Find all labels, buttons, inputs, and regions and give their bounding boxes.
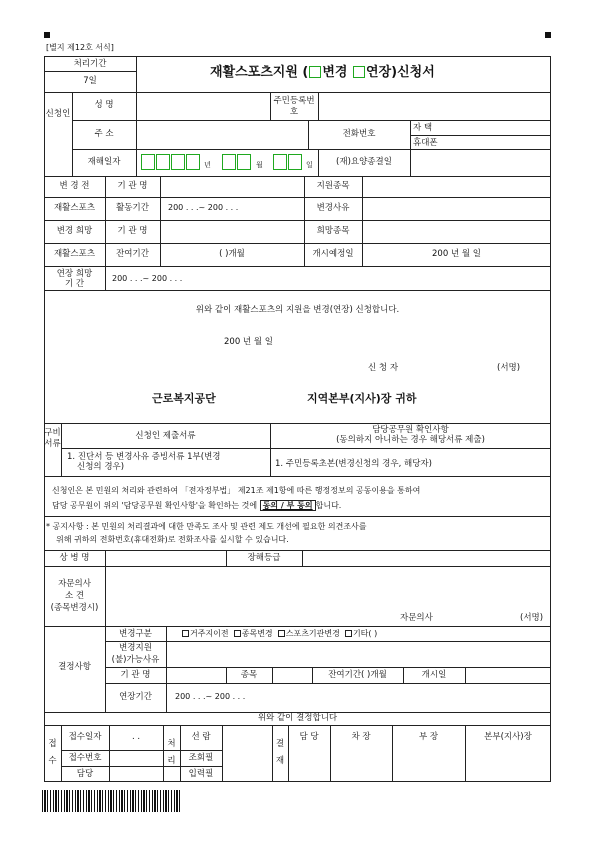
process-side-2: 리 xyxy=(167,756,176,766)
advisor-opinion-field[interactable] xyxy=(106,567,549,611)
day-unit: 일 xyxy=(306,161,313,169)
page-title: 재활스포츠지원 ( 변경 연장)신청서 xyxy=(210,65,435,80)
injury-month-box-2[interactable] xyxy=(237,154,251,170)
before-period-value[interactable]: 200 . . .~ 200 . . . xyxy=(168,203,239,212)
recipient-title: 지역본부(지사)장 귀하 xyxy=(307,392,417,405)
documents-side-label: 구비서류 xyxy=(44,428,61,449)
applicant-doc-item-1: 1. 진단서 등 변경사유 증빙서류 1부(변경 xyxy=(67,452,221,462)
address-field[interactable] xyxy=(137,121,307,148)
advisor-label-3: (종목변경시) xyxy=(50,603,99,613)
injury-year-box-2[interactable] xyxy=(156,154,170,170)
extend-checkbox[interactable] xyxy=(353,66,365,78)
home-phone-label: 자 택 xyxy=(413,123,433,133)
start-date-value[interactable]: 200 년 월 일 xyxy=(432,249,481,259)
month-unit: 월 xyxy=(256,161,263,169)
receipt-date-label: 접수일자 xyxy=(68,732,102,742)
select-label: 선 람 xyxy=(191,732,211,742)
possible-label-1: 변경지원 xyxy=(119,643,152,653)
approval-side-1: 결 xyxy=(275,739,285,749)
decision-remaining-label: 잔여기간( )개월 xyxy=(328,670,387,680)
mobile-label: 휴대폰 xyxy=(413,138,438,148)
injury-year-box-4[interactable] xyxy=(186,154,200,170)
option-sport-change[interactable]: 종목변경 xyxy=(234,629,273,638)
before-sport-field[interactable] xyxy=(363,177,549,196)
extension-value[interactable]: 200 . . .~ 200 . . . xyxy=(112,274,183,283)
rrn-field[interactable] xyxy=(319,93,549,119)
decision-statement: 위와 같이 결정합니다 xyxy=(257,713,338,723)
decision-extension-label: 연장기간 xyxy=(119,692,152,702)
advisor-label-1: 자문의사 xyxy=(58,579,91,589)
process-side-1: 처 xyxy=(167,739,176,749)
advisor-sign-name: 자문의사 xyxy=(400,613,433,623)
option-institution-change[interactable]: 스포츠기관변경 xyxy=(278,629,340,638)
disease-field[interactable] xyxy=(106,551,226,565)
desired-change-label-2: 재활스포츠 xyxy=(53,249,96,259)
extension-label-2: 기 간 xyxy=(64,279,85,289)
input-label: 입력필 xyxy=(188,769,214,779)
extension-label-1: 연장 희망 xyxy=(56,269,93,279)
injury-date-label: 재해일자 xyxy=(87,157,121,167)
officer-check-header: 담당공무원 확인사항 xyxy=(372,425,449,435)
disability-grade-label: 장해등급 xyxy=(247,553,281,563)
desired-institution-field[interactable] xyxy=(161,221,303,242)
injury-month-box-1[interactable] xyxy=(222,154,236,170)
desired-institution-label: 기 관 명 xyxy=(117,226,148,236)
change-checkbox[interactable] xyxy=(309,66,321,78)
receipt-number-label: 접수번호 xyxy=(68,753,102,763)
approver-staff: 담 당 xyxy=(299,732,319,742)
before-institution-label: 기 관 명 xyxy=(117,181,148,191)
barcode xyxy=(42,790,182,812)
receipt-side-2: 수 xyxy=(48,756,57,766)
applicant-sign-marker[interactable]: (서명) xyxy=(497,363,521,373)
option-relocation[interactable]: 거주지이전 xyxy=(182,629,229,638)
consent-line-1: 신청인은 본 민원의 처리와 관련하여 「전자정부법」 제21조 제1항에 따른 행정정보의 공동이용을 통하여 xyxy=(52,486,421,495)
before-change-label-2: 재활스포츠 xyxy=(53,203,96,213)
change-type-options xyxy=(182,630,377,638)
form-number: [별지 제12호 서식] xyxy=(46,43,114,52)
approver-head: 본부(지사)장 xyxy=(484,732,532,742)
name-label: 성 명 xyxy=(94,100,114,110)
disease-label: 상 병 명 xyxy=(59,553,90,563)
notice-line-2: 위해 귀하의 전화번호(휴대전화)로 전화조사를 실시할 수 있습니다. xyxy=(56,535,289,544)
remaining-period-label: 잔여기간 xyxy=(116,249,149,259)
injury-year-box-1[interactable] xyxy=(141,154,155,170)
remaining-period-value[interactable]: ( )개월 xyxy=(219,249,245,259)
processing-label: 처리기간 xyxy=(73,59,107,69)
consent-choice[interactable]: 동의 / 부 동의 xyxy=(260,500,316,511)
option-other[interactable]: 기타( ) xyxy=(345,629,377,638)
consent-line-2: 담당 공무원이 위의 '담당공무원 확인사항'을 확인하는 것에 동의 / 부 동의 합니다. xyxy=(52,501,342,510)
approval-side-2: 재 xyxy=(275,756,285,766)
desired-sport-label: 희망종목 xyxy=(316,226,350,236)
advisor-sign-marker[interactable]: (서명) xyxy=(520,613,544,623)
desired-change-label-1: 변경 희망 xyxy=(56,226,93,236)
injury-day-box-1[interactable] xyxy=(273,154,287,170)
receipt-staff-label: 담당 xyxy=(76,769,94,779)
receipt-date-value[interactable]: . . xyxy=(131,732,141,742)
inquiry-label: 조회필 xyxy=(188,753,214,763)
recovery-label: (재)요양종결일 xyxy=(336,157,392,167)
desired-sport-field[interactable] xyxy=(363,221,549,242)
disability-grade-field[interactable] xyxy=(303,551,549,565)
rrn-label: 주민등록번호 xyxy=(273,96,315,118)
injury-year-box-3[interactable] xyxy=(171,154,185,170)
approver-manager: 부 장 xyxy=(418,732,439,742)
before-change-label-1: 변 경 전 xyxy=(59,181,90,191)
recovery-date-field[interactable] xyxy=(411,150,549,175)
applicant-docs-header: 신청인 제출서류 xyxy=(135,431,196,441)
notice-line-1: * 공지사항 : 본 민원의 처리결과에 대한 만족도 조사 및 관련 제도 개선에 필요한 의견조사를 xyxy=(46,522,367,531)
decision-side-label: 결정사항 xyxy=(58,662,91,672)
before-sport-label: 지원종목 xyxy=(316,181,350,191)
corner-marker-right xyxy=(545,32,551,38)
corner-marker-left xyxy=(44,32,50,38)
applicant-side-label: 신청인 xyxy=(45,109,71,119)
possible-label-2: (불)가능사유 xyxy=(111,655,160,665)
before-period-label: 활동기간 xyxy=(116,203,149,213)
start-date-label: 개시예정일 xyxy=(312,249,354,259)
declaration-date[interactable]: 200 년 월 일 xyxy=(224,337,273,347)
officer-doc-item: 1. 주민등록초본(변경신청의 경우, 해당자) xyxy=(275,459,432,469)
phone-label: 전화번호 xyxy=(342,129,376,139)
address-label: 주 소 xyxy=(94,129,114,139)
organization-name: 근로복지공단 xyxy=(152,392,216,405)
applicant-sign-label: 신 청 자 xyxy=(368,363,399,373)
officer-check-subheader: (동의하지 아니하는 경우 해당서류 제출) xyxy=(336,435,485,445)
processing-value: 7일 xyxy=(83,76,97,86)
change-reason-field[interactable] xyxy=(363,198,549,219)
advisor-label-2: 소 견 xyxy=(64,591,85,601)
decision-start-label: 개시일 xyxy=(421,670,447,680)
applicant-doc-item-2: 신청의 경우) xyxy=(77,462,125,472)
name-field[interactable] xyxy=(137,93,270,119)
before-institution-field[interactable] xyxy=(161,177,303,196)
possible-reason-field[interactable] xyxy=(167,642,549,666)
decision-institution-label: 기 관 명 xyxy=(120,670,151,680)
decision-extension-value[interactable]: 200 . . .~ 200 . . . xyxy=(175,692,246,701)
declaration-statement: 위와 같이 재활스포츠의 지원을 변경(연장) 신청합니다. xyxy=(195,305,400,315)
year-unit: 년 xyxy=(204,161,211,169)
approver-deputy: 차 장 xyxy=(351,732,371,742)
injury-day-box-2[interactable] xyxy=(288,154,302,170)
receipt-side-1: 접 xyxy=(48,739,57,749)
change-reason-label: 변경사유 xyxy=(316,203,350,213)
decision-sport-label: 종목 xyxy=(240,670,258,680)
change-type-label: 변경구분 xyxy=(119,629,152,639)
